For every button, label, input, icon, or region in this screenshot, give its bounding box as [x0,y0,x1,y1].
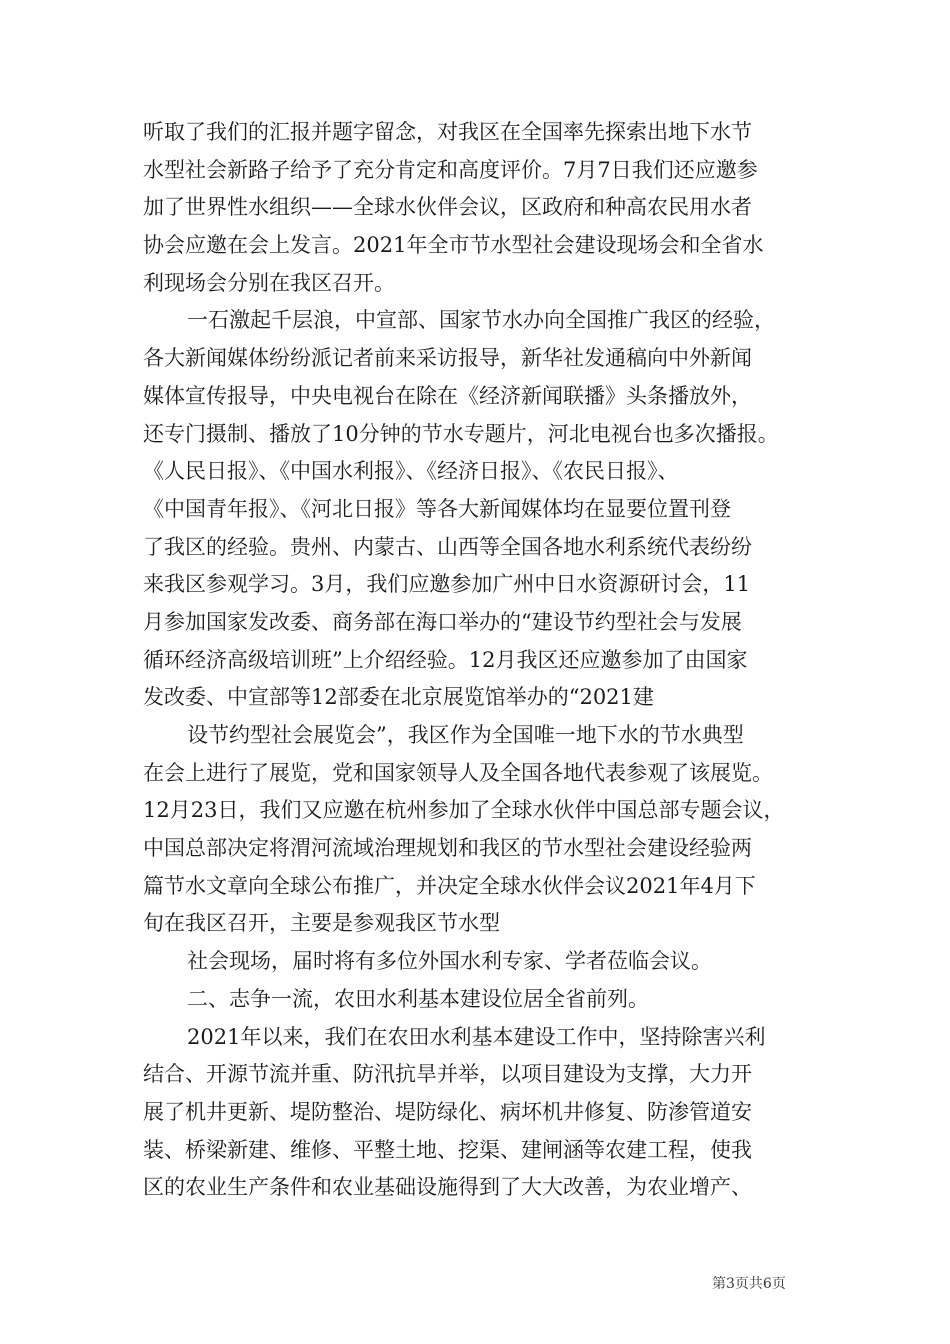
text-line: 区的农业生产条件和农业基础设施得到了大大改善，为农业增产、 [143,1175,752,1200]
text-line: 了我区的经验。贵州、内蒙古、山西等全国各地水利系统代表纷纷 [143,534,752,559]
text-line: 水型社会新路子给予了充分肯定和高度评价。7月7日我们还应邀参 [143,157,758,182]
text-line: 加了世界性水组织——全球水伙伴会议，区政府和种高农民用水者 [143,195,752,220]
text-line: 在会上进行了展览，党和国家领导人及全国各地代表参观了该展览。 [143,760,773,785]
text-line: 月参加国家发改委、商务部在海口举办的“建设节约型社会与发展 [143,609,742,634]
text-line: 来我区参观学习。3月，我们应邀参加广州中日水资源研讨会，11 [143,572,751,597]
text-line: 篇节水文章向全球公布推广，并决定全球水伙伴会议2021年4月下 [143,873,756,898]
text-line: 社会现场，届时将有多位外国水利专家、学者莅临会议。 [187,949,712,974]
text-line: 利现场会分别在我区召开。 [143,270,395,295]
text-line: 设节约型社会展览会”，我区作为全国唯一地下水的节水典型 [187,723,744,747]
text-line: 媒体宣传报导，中央电视台在除在《经济新闻联播》头条播放外， [143,383,752,408]
text-line: 旬在我区召开，主要是参观我区节水型 [143,911,500,936]
text-line: 还专门摄制、播放了10分钟的节水专题片，河北电视台也多次播报。 [143,421,779,446]
page-number: 第3页共6页 [712,1276,786,1292]
text-line: 结合、开源节流并重、防汛抗旱并举，以项目建设为支撑，大力开 [143,1062,752,1087]
text-line: 装、桥梁新建、维修、平整土地、挖渠、建闸涵等农建工程，使我 [143,1137,752,1162]
text-line: 循环经济高级培训班”上介绍经验。12月我区还应邀参加了由国家 [143,647,748,672]
text-line: 2021年以来，我们在农田水利基本建设工作中，坚持除害兴利 [187,1024,766,1049]
body-text [143,114,813,1207]
text-line: 各大新闻媒体纷纷派记者前来采访报导，新华社发通稿向中外新闻 [143,346,752,371]
text-line: 听取了我们的汇报并题字留念，对我区在全国率先探索出地下水节 [143,120,752,144]
text-line: 《人民日报》、《中国水利报》、《经济日报》、《农民日报》、 [143,459,679,484]
text-line: 中国总部决定将渭河流域治理规划和我区的节水型社会建设经验两 [143,836,752,861]
text-line: 协会应邀在会上发言。2021年全市节水型社会建设现场会和全省水 [143,233,764,258]
text-line: 《中国青年报》、《河北日报》等各大新闻媒体均在显要位置刊登 [143,496,731,521]
text-line: 二、志争一流，农田水利基本建设位居全省前列。 [187,986,649,1011]
text-line: 一石激起千层浪，中宣部、国家节水办向全国推广我区的经验， [187,308,775,333]
text-line: 12月23日，我们又应邀在杭州参加了全球水伙伴中国总部专题会议， [143,798,785,823]
text-line: 发改委、中宣部等12部委在北京展览馆举办的“2021建 [143,685,654,710]
text-line: 展了机井更新、堤防整治、堤防绿化、病坏机井修复、防渗管道安 [143,1099,752,1124]
